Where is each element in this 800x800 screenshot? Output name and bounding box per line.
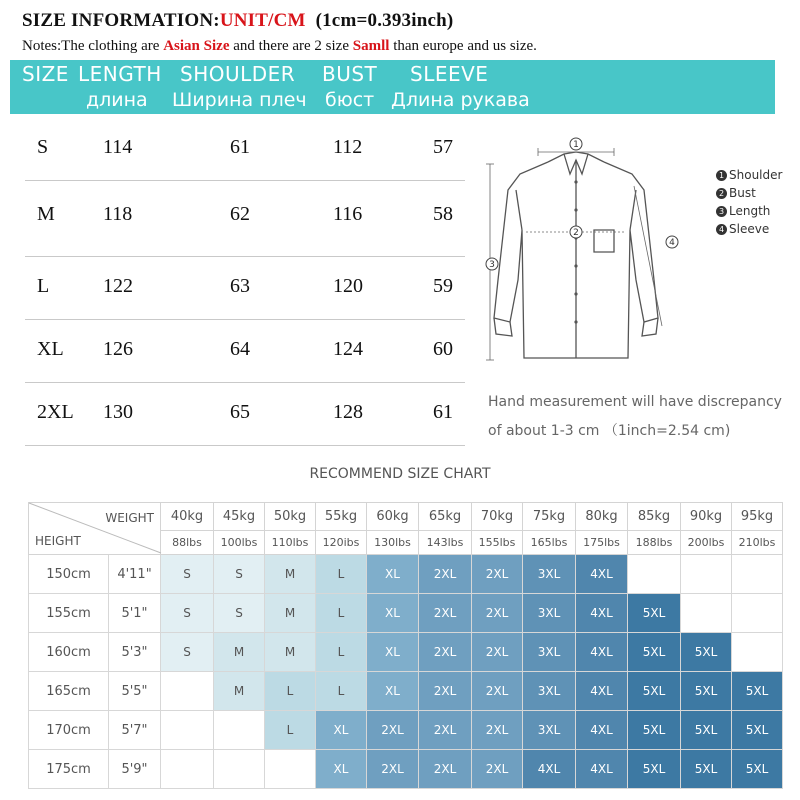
weight-lbs-header: 210lbs [732,531,783,555]
height-ft-cell: 5'3" [109,633,161,672]
height-ft-cell: 5'9" [109,750,161,789]
size-measurement-table [25,118,465,446]
recommended-size-cell: 5XL [628,711,681,750]
recommended-size-cell: S [161,555,214,594]
weight-kg-header: 45kg [214,503,265,531]
weight-lbs-header: 143lbs [419,531,472,555]
bust-cell: 120 [333,275,363,297]
height-ft-cell: 5'7" [109,711,161,750]
header-shoulder: SHOULDER [180,62,296,86]
recommended-size-cell: 4XL [576,750,628,789]
length-cell: 114 [103,136,133,158]
legend-label: Bust [729,186,756,200]
recommended-size-cell: 5XL [628,750,681,789]
weight-lbs-header: 100lbs [214,531,265,555]
recommended-size-cell: XL [316,750,367,789]
weight-kg-header: 55kg [316,503,367,531]
sleeve-cell: 58 [433,203,453,225]
recommended-size-cell: 2XL [472,672,523,711]
recommended-size-cell: 5XL [681,633,732,672]
legend-number: 3 [716,206,727,217]
weight-kg-header: 60kg [367,503,419,531]
weight-kg-header: 70kg [472,503,523,531]
recommended-size-cell: L [316,594,367,633]
table-row [25,320,465,383]
recommended-size-cell: 3XL [523,672,576,711]
header-bust-ru: бюст [325,89,375,111]
recommended-size-cell: 2XL [367,750,419,789]
height-cm-cell: 160cm [29,633,109,672]
recommended-size-cell: M [265,555,316,594]
weight-kg-header: 80kg [576,503,628,531]
length-cell: 126 [103,338,133,360]
recommended-size-cell: 4XL [576,711,628,750]
dress-shirt-diagram-icon [486,130,675,370]
recommended-size-cell: XL [367,555,419,594]
length-cell: 122 [103,275,133,297]
recommended-size-cell: 5XL [681,750,732,789]
recommended-size-cell: 2XL [367,711,419,750]
weight-lbs-header: 120ibs [316,531,367,555]
recommended-size-cell [161,711,214,750]
table-row [25,257,465,320]
size-cell: M [37,203,55,225]
recommend-size-title: RECOMMEND SIZE CHART [309,466,491,482]
recommended-size-cell: 2XL [419,633,472,672]
recommended-size-cell: M [214,633,265,672]
weight-kg-header: 85kg [628,503,681,531]
weight-lbs-header: 200lbs [681,531,732,555]
recommended-size-cell: 2XL [472,594,523,633]
bust-cell: 128 [333,401,363,423]
weight-lbs-header: 130lbs [367,531,419,555]
recommended-size-cell: 2XL [419,711,472,750]
header-length-ru: длина [86,89,148,111]
notes-suffix: than europe and us size. [389,38,537,54]
recommended-size-cell: L [316,633,367,672]
column-header-band [10,60,775,114]
table-row [29,711,783,750]
legend-label: Shoulder [729,168,783,182]
height-label: HEIGHT [35,534,81,548]
weight-kg-header: 75kg [523,503,576,531]
recommended-size-cell: 2XL [419,672,472,711]
recommend-size-chart [28,502,783,789]
header-sleeve: SLEEVE [410,62,489,86]
recommended-size-cell: 5XL [681,672,732,711]
recommended-size-cell [265,750,316,789]
notes-small: Samll [352,38,390,54]
table-row [25,118,465,181]
sleeve-cell: 60 [433,338,453,360]
recommended-size-cell [628,555,681,594]
legend-label: Length [729,204,771,218]
weight-kg-header: 40kg [161,503,214,531]
recommended-size-cell [161,672,214,711]
recommended-size-cell [732,633,783,672]
recommended-size-cell [161,750,214,789]
recommended-size-cell: 4XL [576,672,628,711]
height-cm-cell: 150cm [29,555,109,594]
height-cm-cell: 155cm [29,594,109,633]
weight-kg-header: 50kg [265,503,316,531]
recommended-size-cell [732,594,783,633]
recommended-size-cell: L [316,555,367,594]
title-prefix: SIZE INFORMATION: [22,10,220,31]
measurement-legend [716,168,782,240]
hand-measurement-note: Hand measurement will have discrepancy of about 1-3 cm （1inch=2.54 cm) [488,394,782,439]
marker-4: 4 [669,238,675,248]
table-row [25,181,465,257]
notes-mid: and there are 2 size [229,38,353,54]
recommended-size-cell: 2XL [472,633,523,672]
weight-height-corner [29,503,161,555]
recommended-size-cell: 2XL [419,555,472,594]
height-ft-cell: 5'1" [109,594,161,633]
recommended-size-cell: 2XL [472,555,523,594]
size-cell: 2XL [37,401,74,423]
marker-1: 1 [573,140,579,150]
title-unit: UNIT/CM [219,10,306,31]
weight-kg-header: 65kg [419,503,472,531]
legend-item [716,168,782,186]
recommended-size-cell: 5XL [732,672,783,711]
recommended-size-cell: 4XL [576,555,628,594]
legend-item [716,222,782,240]
marker-3: 3 [489,260,495,270]
weight-lbs-header: 155lbs [472,531,523,555]
size-info-title [22,10,453,32]
height-ft-cell: 5'5" [109,672,161,711]
recommended-size-cell: M [214,672,265,711]
table-row [29,633,783,672]
recommended-size-cell: L [265,672,316,711]
recommended-size-cell: 5XL [732,750,783,789]
size-cell: S [37,136,49,158]
recommended-size-cell: S [214,555,265,594]
table-row [25,383,465,446]
shoulder-cell: 61 [230,136,250,158]
recommended-size-cell: S [161,633,214,672]
recommended-size-cell: XL [316,711,367,750]
weight-lbs-header: 175lbs [576,531,628,555]
recommended-size-cell: 4XL [576,633,628,672]
recommended-size-cell: 3XL [523,633,576,672]
weight-label: WEIGHT [105,511,154,525]
title-conversion: (1cm=0.393inch) [315,10,454,31]
header-size: SIZE [22,62,69,86]
weight-kg-header: 90kg [681,503,732,531]
kg-header-row [29,503,783,531]
sleeve-cell: 57 [433,136,453,158]
notes-asian-size: Asian Size [163,38,230,54]
legend-item [716,204,782,222]
legend-label: Sleeve [729,222,770,236]
shoulder-cell: 65 [230,401,250,423]
bust-cell: 116 [333,203,363,225]
header-sleeve-ru: Длина рукава [391,89,530,111]
legend-number: 1 [716,170,727,181]
recommended-size-cell: 4XL [523,750,576,789]
size-notes [22,38,537,55]
shoulder-cell: 62 [230,203,250,225]
sleeve-cell: 59 [433,275,453,297]
table-row [29,555,783,594]
recommended-size-cell: 5XL [628,633,681,672]
table-row [29,750,783,789]
height-ft-cell: 4'11" [109,555,161,594]
recommended-size-cell: XL [367,672,419,711]
weight-lbs-header: 188lbs [628,531,681,555]
header-length: LENGTH [78,62,162,86]
recommended-size-cell: 3XL [523,711,576,750]
size-cell: XL [37,338,64,360]
header-bust: BUST [322,62,378,86]
recommended-size-cell [681,594,732,633]
legend-item [716,186,782,204]
recommended-size-cell: XL [367,594,419,633]
length-cell: 130 [103,401,133,423]
height-cm-cell: 170cm [29,711,109,750]
recommended-size-cell: 5XL [732,711,783,750]
recommended-size-cell [681,555,732,594]
size-cell: L [37,275,50,297]
sleeve-cell: 61 [433,401,453,423]
recommended-size-cell: S [161,594,214,633]
weight-kg-header: 95kg [732,503,783,531]
weight-lbs-header: 165lbs [523,531,576,555]
recommended-size-cell [732,555,783,594]
height-cm-cell: 165cm [29,672,109,711]
recommended-size-cell: M [265,594,316,633]
recommended-size-cell: 2XL [419,594,472,633]
length-cell: 118 [103,203,133,225]
recommended-size-cell: 2XL [419,750,472,789]
recommended-size-cell: L [265,711,316,750]
recommended-size-cell: 5XL [628,672,681,711]
recommended-size-cell: S [214,594,265,633]
recommended-size-cell: XL [367,633,419,672]
recommended-size-cell: 5XL [628,594,681,633]
notes-prefix: Notes:The clothing are [22,38,164,54]
legend-number: 2 [716,188,727,199]
recommended-size-cell: 2XL [472,711,523,750]
bust-cell: 112 [333,136,363,158]
bust-cell: 124 [333,338,363,360]
header-shoulder-ru: Ширина плеч [172,89,307,111]
shoulder-cell: 63 [230,275,250,297]
shoulder-cell: 64 [230,338,250,360]
marker-2: 2 [573,228,579,238]
recommended-size-cell: 2XL [472,750,523,789]
legend-number: 4 [716,224,727,235]
table-row [29,594,783,633]
weight-lbs-header: 110lbs [265,531,316,555]
recommended-size-cell: M [265,633,316,672]
table-row [29,672,783,711]
recommended-size-cell: 3XL [523,594,576,633]
recommended-size-cell: 3XL [523,555,576,594]
recommended-size-cell [214,750,265,789]
recommended-size-cell: L [316,672,367,711]
recommended-size-cell: 4XL [576,594,628,633]
height-cm-cell: 175cm [29,750,109,789]
weight-lbs-header: 88lbs [161,531,214,555]
recommended-size-cell [214,711,265,750]
recommended-size-cell: 5XL [681,711,732,750]
